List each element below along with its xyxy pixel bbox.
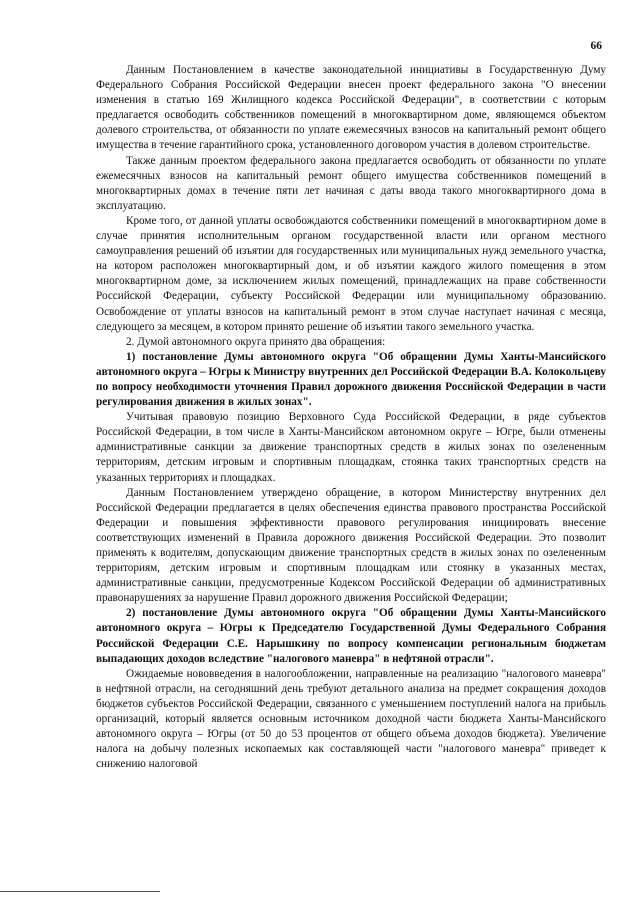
paragraph-draft-law-intro: Данным Постановлением в качестве законодательной инициативы в Государственную Думу Федерального Собрания Российской Федерации внесен проект федерального закона "О внесении изменения в статью 169 Жилищного кодекса Российской Федерации", в соответствии с которым предлагается освободить собственников помещений в многоквартирном доме, являющемся объектом долевого строительства, от обязанности по уплате ежемесячных взносов на капитальный ремонт общего имущества в течение гарантийного срока, установленного договором участия в долевом строительстве. — [96, 64, 606, 152]
page-number: 66 — [590, 40, 602, 52]
paragraph-supreme-court-position: Учитывая правовую позицию Верховного Суда Российской Федерации, в ряде субъектов Российской Федерации, в том числе в Ханты-Мансийском автономном округе – Югре, были отменены административные санкции за движение транспортных средств в жилых зонах по озелененным территориям, детским игровым и спортивным площадкам, стоянка таких транспортных средств на указанных территориях и площадках. — [96, 411, 606, 484]
paragraph-five-year-exemption: Также данным проектом федерального закона предлагается освободить от обязанности по уплате ежемесячных взносов на капитальный ремонт общего имущества собственников помещений в многоквартирных домах в течение пяти лет начиная с даты ввода такого многоквартирного дома в эксплуатацию. — [96, 154, 606, 212]
paragraph-appeal-1-title: 1) постановление Думы автономного округа "Об обращении Думы Ханты-Мансийского автономного округа – Югры к Министру внутренних дел Российской Федерации В.А. Колокольцеву по вопросу необходимости уточнения Правил дорожного движения Российской Федерации в части регулирования движения в жилых зонах". — [96, 350, 606, 409]
paragraph-appeals-heading: 2. Думой автономного округа принято два обращения: — [126, 335, 386, 348]
document-body — [96, 63, 606, 772]
paragraph-appeal-1-details: Данным Постановлением утверждено обращение, в котором Министерству внутренних дел Российской Федерации предлагается в целях обеспечения единства правового пространства Российской Федерации и повышения эффективности правового регулирования инициировать внесение соответствующих изменений в Правила дорожного движения Российской Федерации. Это позволит применять к водителям, допускающим движение транспортных средств в жилых зонах по озелененным территориям, детским игровым и спортивным площадкам или стоянку в указанных местах, административные санкции, предусмотренные Кодексом Российской Федерации об административных правонарушениях за нарушение Правил дорожного движения Российской Федерации; — [96, 486, 606, 605]
footnote-divider — [0, 891, 160, 892]
paragraph-appeal-2-title: 2) постановление Думы автономного округа "Об обращении Думы Ханты-Мансийского автономного округа – Югры к Председателю Государственной Думы Федерального Собрания Российской Федерации С.Е. Нарышкину по вопросу компенсации региональным бюджетам выпадающих доходов вследствие "налогового маневра" в нефтяной отрасли". — [96, 607, 606, 665]
paragraph-seizure-exemption: Кроме того, от данной уплаты освобождаются собственники помещений в многоквартирном доме в случае принятия исполнительным органом государственной власти или органом местного самоуправления решений об изъятии для государственных или муниципальных нужд земельного участка, на котором расположен многоквартирный дом, и об изъятии каждого жилого помещения в этом многоквартирном доме, за исключением жилых помещений, принадлежащих на праве собственности Российской Федерации, субъекту Российской Федерации или муниципальному образованию. Освобождение от уплаты взносов на капитальный ремонт в этом случае наступает начиная с месяца, следующего за месяцем, в котором принято решение об изъятии такого земельного участка. — [96, 214, 606, 333]
paragraph-tax-maneuver: Ожидаемые нововведения в налогообложении, направленные на реализацию "налогового маневра" в нефтяной отрасли, на сегодняшний день требуют детального анализа на предмет сокращения доходов бюджетов субъектов Российской Федерации, связанного с уменьшением поступлений налога на прибыль организаций, который является основным источником доходной части бюджета Ханты-Мансийского автономного округа – Югры (от 50 до 53 процентов от общего объема доходов бюджета). Увеличение налога на добычу полезных ископаемых как составляющей части "налогового маневра" приведет к снижению налоговой — [96, 667, 606, 771]
